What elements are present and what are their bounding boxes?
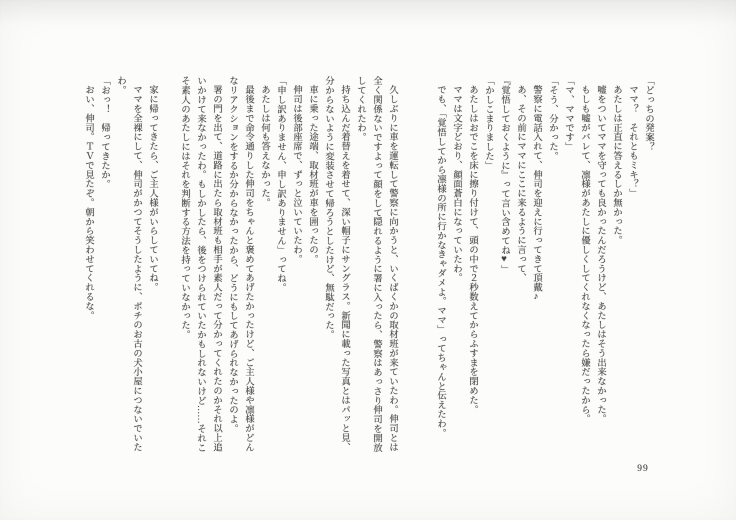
text-line: ママ？ それともミキ？」 [627, 85, 637, 199]
text-line: 家に帰ってきたら、ご主人様がいらしていてね。 [147, 85, 157, 293]
text-line: してくれたわ。 [355, 76, 365, 142]
text-line: 最後まで命令通りした伸司をちゃんと褒めてあげたかったけど、ご主人様や凛様がどん [243, 85, 253, 452]
text-line: 「そう、分かった。 [547, 76, 557, 161]
text-line: ママは文字どおり、顔面蒼白になっていたわ。 [451, 85, 461, 283]
text-line: 「おっ！ 帰ってきたか。 [99, 76, 109, 189]
text-line: そ素人のあたしにはそれを判断する方法を持っていなかった。 [179, 76, 189, 340]
text-line: 久しぶりに車を運転して警察に向かうと、いくばくかの取材班が来ていたわ。伸司とは [387, 85, 397, 452]
text-line: あたしはおでこを床に擦り付けて、頭の中で２秒数えてからふすまを閉めた。 [467, 85, 477, 415]
text-line: 持ち込んだ着替えを着せて、深い帽子にサングラス。新聞に載った写真とはパッと見、 [339, 85, 349, 452]
text-line: もしも嘘がバレて、凛様があたしに優しくしてくれなくなったら嫌だったから。 [579, 85, 589, 424]
text-line: 「申し訳ありません、申し訳ありません」ってね。 [275, 76, 285, 293]
page-text [78, 76, 656, 458]
text-line: あ、その前にママにここに来るように言って、 [515, 85, 525, 283]
text-line: 署の門を出て、道路に出たら取材班も相手が素人だって分かってくれたのかそれ以上追 [211, 85, 221, 452]
text-line: あたしは正直に答えるしか無かった。 [611, 85, 621, 246]
text-line: 警察に電話入れて、伸司を迎えに行ってきて頂戴♪ [531, 85, 541, 303]
text-line: 全く関係ないですよって顔をして隠れるように署に入ったら、警察はあっさり伸司を開放 [371, 76, 381, 452]
text-line: わ。 [115, 76, 125, 95]
text-line: 伸司は後部座席で、ずっと泣いていたわ。 [291, 85, 301, 264]
text-line: いかけて来なかったわ。もしかしたら、後をつけられていたかもしれないけど……それこ [195, 76, 205, 452]
text-line: 嘘をついてママを守っても良かったんだろうけど、あたしはそう出来なかった。 [595, 85, 605, 424]
text-line: なリアクションをするか分からなかったから、どうにもしてあげられなかったのよ。 [227, 76, 237, 434]
text-line: 「かしこまりました」 [483, 76, 493, 170]
text-line: 車に乗った途端、取材班が車を囲ったの。 [307, 85, 317, 264]
text-line: 分からないように変装させて帰ろうとしたけど、無駄だった。 [323, 76, 333, 340]
text-line: 「マ、ママです」 [563, 76, 573, 152]
text-line: あたしは何も答えなかった。 [259, 85, 269, 208]
text-line: でも、「覚悟してから凛様の所に行かなきゃダメよ。ママ」ってちゃんと伝えたわ。 [435, 85, 445, 438]
text-line: 『覚悟しておくように』って言い含めてね♥」 [499, 76, 509, 275]
text-line: おい、伸司。ＴＶで見たぞ。朝から笑わせてくれるな。 [83, 85, 93, 321]
text-line: ママを全裸にして、伸司がかつてそうしたように、ポチのお古の犬小屋につないでいた [131, 85, 141, 452]
page-number: 99 [637, 464, 649, 474]
text-line: 「どっちの発案？ [643, 76, 653, 152]
